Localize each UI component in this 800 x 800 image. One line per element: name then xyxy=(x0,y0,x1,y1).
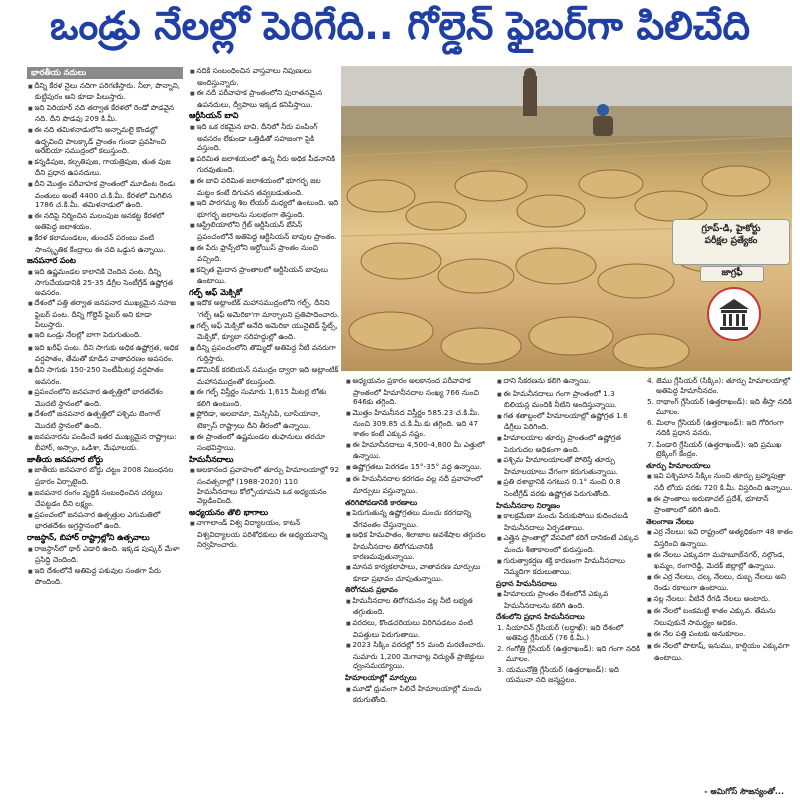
bullet-item: ■ ఇది ఒండ్రు నేలల్లో బాగా పెరుగుతుంది. xyxy=(27,330,183,342)
bullet-item: ■ ఈ నది తమిళనాడులోని అన్నామలై కొండల్లో ఉద్భవించి పాలక్కాడ్ ప్రాంతం గుండా ప్రవహించి అరేబియా సముద్రంలో కలుస్తుంది. xyxy=(27,125,183,156)
bullet-item: ■ ఆస్ట్రేలియాలోని గ్రేట్ ఆర్టీసియన్ బేసిన్ ప్రపంచంలోనే అతిపెద్ద ఆర్టీసియన్ బావుల ప్రాంతం. xyxy=(189,220,340,241)
bullet-item: ■ డొమినిక్ కరబియన్ సముద్రం ద్వారా ఇది అట్లాంటిక్ మహాసముద్రంతో కలుస్తుంది. xyxy=(189,365,340,386)
bullet-item: ■ హిమాలయాల తూర్పు ప్రాంతంలో ఉష్ణోగ్రత పెరుగుదల అధికంగా ఉంది. xyxy=(496,433,642,454)
badge-line-2: పరీక్షల ప్రత్యేకం xyxy=(704,236,758,246)
bullet-item: ■ రాజస్థాన్‌లో థార్ ఎడారి ఉంది. ఇక్కడ పుష్కర్ మేళా ప్రసిద్ధి చెందింది. xyxy=(27,544,183,565)
numbered-list xyxy=(496,623,642,685)
section-heading: గల్ఫ్ ఆఫ్ మెక్సికో xyxy=(189,287,243,297)
bullet-item: ■ గురుత్వాకర్షణ శక్తి కారణంగా హిమనీనదాలు నెమ్మదిగా కదులుతాయి. xyxy=(496,556,642,577)
bullet-item: ■ హిమనీనదాల తిరోగమనం వల్ల నీటి లభ్యత తగ్గుతుంది. xyxy=(345,596,491,617)
bullet-item: ■ పశ్చిమ హిమాలయాలతో పోలిస్తే తూర్పు హిమాలయాలు వేగంగా కరుగుతున్నాయి. xyxy=(496,455,642,476)
badge-subject: జాగ్రఫీ xyxy=(700,266,764,282)
bullet-item: ■ మానవ కార్యకలాపాలు, వాతావరణ మార్పులు కూడా ప్రభావం చూపుతున్నాయి. xyxy=(345,562,491,583)
bullet-item: ■ ఫ్లోరిడా, అలబామా, మిస్సిసిపి, లూసియానా, టెక్సాస్ రాష్ట్రాలు దీని తీరంలో ఉన్నాయి. xyxy=(189,409,340,430)
section-items xyxy=(27,267,183,453)
section-jute-crop xyxy=(27,256,183,453)
column-3 xyxy=(345,376,491,798)
column-1 xyxy=(27,66,183,798)
bullet-item: ■ దాని సేకరణను కలిగి ఉన్నాయి. xyxy=(496,376,642,388)
bullet-item: ■ పరిమిత జలాశయంలో ఉన్న నీరు అధిక పీడనానికి గురవుతుంది. xyxy=(189,154,340,175)
section-items xyxy=(189,298,340,452)
bullet-item: ■ దేశంలో పత్తి తర్వాత జనపనార ముఖ్యమైన సహజ ఫైబర్ పంట. దీన్ని గోల్డెన్ ఫైబర్ అని కూడా పిలుస్తారు. xyxy=(27,298,183,329)
bullet-item: ■ ఈ నేలలో పొటాష్, ఇనుము, కాల్షియం ఎక్కువగా ఉంటాయి. xyxy=(646,641,793,662)
section-items xyxy=(496,376,642,499)
bullet-item: ■ ఈ నదీ పరీవాహక ప్రాంతంలోని పురాతనమైన ఉపనదులు, ద్వీపాలు ఇక్కడ కనిపిస్తాయి. xyxy=(189,88,340,109)
bullet-item: ■ ప్రపంచంలోని జనపనార ఉత్పత్తిలో భారతదేశం మొదటి స్థానంలో ఉంది. xyxy=(27,387,183,408)
bullet-item: ■ ఈ హిమనీనదాలు గంగా ప్రాంతంలో 1.3 బిలియన్ల మందికి నీటిని అందిస్తున్నాయి. xyxy=(496,389,642,410)
section-items xyxy=(189,66,340,109)
bullet-item: ■ ఎత్తైన ప్రాంతాల్లో వేసవిలో కరిగే దానికంటే ఎక్కువ మంచు శీతాకాలంలో కురుస్తుంది. xyxy=(496,533,642,554)
section-indian-rivers xyxy=(27,67,183,254)
bullet-item: ■ దీన్ని ప్రపంచంలోని తొమ్మిదో అతిపెద్ద నీటి వనరుగా గుర్తిస్తారు. xyxy=(189,343,340,364)
bullet-item: ■ ప్రతి దశాబ్దానికి సగటున 0.1° నుంచి 0.8 సెంటీగ్రేడ్ వరకు ఉష్ణోగ్రత పెరుగుతోంది. xyxy=(496,477,642,498)
bullet-item: ■ దేశంలో జనపనార ఉత్పత్తిలో పశ్చిమ బెంగాల్ మొదటి స్థానంలో ఉంది. xyxy=(27,409,183,430)
section-heading: జాతీయ జనపనార బోర్డు xyxy=(27,454,104,464)
badge-ribbon xyxy=(672,219,790,265)
bullet-item: ■ జనపనార రంగం వృద్ధికి సంబంధించిన చర్యలు చేపట్టడం దీని లక్ష్యం. xyxy=(27,488,183,509)
bullet-item: ■ ఇది పెరియార్ నది తర్వాత కేరళలో రెండో పొడవైన నది. దీని పొడవు 209 కి.మీ. xyxy=(27,103,183,124)
numbered-item: 5. రాథాంగ్ గ్లేసియర్ (ఉత్తరాఖండ్): ఇది తీస్తా నదికి మూలం. xyxy=(647,397,792,416)
section-heading: అధ్యయనం తొలి భాగాలు xyxy=(189,507,268,517)
numbered-item: 2. గంగోత్రి గ్లేసియర్ (ఉత్తరాఖండ్): ఇది గంగా నదికి మూలం. xyxy=(497,644,640,663)
section-items xyxy=(27,81,183,255)
bullet-item: ■ ఈ హిమానీనదాలు 4,500-4,800 మీ ఎత్తులో ఉన్నాయి. xyxy=(345,440,491,461)
bullet-item: ■ ఈ గల్ఫ్ విస్తీర్ణం సుమారు 1,615 మీటర్ల లోతు కలిగి ఉంటుంది. xyxy=(189,387,340,408)
bullet-item: ■ ఈ నేలలు ఎక్కువగా మహబూబ్‌నగర్, నల్గొండ, ఖమ్మం, రంగారెడ్డి, మెదక్ జిల్లాల్లో ఉన్నాయి. xyxy=(646,550,793,571)
numbered-list xyxy=(646,376,793,459)
building-icon xyxy=(707,287,761,341)
bullet-item: ■ ఈ నేల పత్తి పంటకు అనుకూలం. xyxy=(646,629,793,641)
bullet-item: ■ అధ్యయనం ప్రకారం అలకానంద పరీవాహక ప్రాంతంలో హిమానీనదాల సంఖ్య 766 నుంచి 646కు తగ్గింది. xyxy=(345,376,491,407)
section-items xyxy=(27,544,183,587)
section-items xyxy=(345,508,491,583)
numbered-item: 1. సియాచిన్ గ్లేసియర్ (లద్దాఖ్): ఇది దేశంలో అతిపెద్ద గ్లేసియర్ (76 కి.మీ.) xyxy=(497,623,624,642)
bullet-item: ■ మొత్తం హిమనీనద విస్తీర్ణం 585.23 చ.కి.మీ. నుంచి 309.85 చ.కి.మీ.కు తగ్గింది. ఇది 47 శాతం కంటే ఎక్కువ నష్టం. xyxy=(345,408,491,439)
bullet-item: ■ ఇది ఖరీఫ్ పంట. దీని సాగుకు అధిక ఉష్ణోగ్రత, అధిక వర్షపాతం, తేమతో కూడిన వాతావరణం అవసరం. xyxy=(27,343,183,364)
bullet-item: ■ ఈ నదిపై నిర్మించిన మలంపుజ ఆనకట్ట కేరళలో అతిపెద్ద జలాశయం. xyxy=(27,211,183,232)
bullet-item: ■ ప్రపంచంలో జనపనార ఉత్పత్తుల ఎగుమతిలో భారతదేశం అగ్రస్థానంలో ఉంది. xyxy=(27,510,183,531)
section-items xyxy=(496,511,642,577)
section-heading: ఆర్టీసియన్ బావి xyxy=(189,111,239,121)
bullet-item: ■ మూడో ధ్రువంగా పిలిచే హిమాలయాల్లో మంచు కరుగుతోంది. xyxy=(345,684,491,705)
section-items xyxy=(345,376,491,496)
numbered-item: 7. పిండారి గ్లేసియర్ (ఉత్తరాఖండ్): ఇది ప్రముఖ ట్రెక్కింగ్ కేంద్రం. xyxy=(647,439,782,459)
bullet-item: ■ జనపనారను పండించే ఇతర ముఖ్యమైన రాష్ట్రాలు: బీహార్, అస్సాం, ఒడిశా, మేఘాలయ. xyxy=(27,432,183,453)
section-items xyxy=(189,465,340,505)
bullet-item: ■ ఈ ఎర్ర నేలలు, చల్క నేలలు, దుబ్బ నేలలు అని రెండు రకాలుగా ఉంటాయి. xyxy=(646,572,793,593)
numbered-item: 6. మిలాం గ్లేసియర్ (ఉత్తరాఖండ్): ఇది గోరిగంగా నదికి ప్రధాన వనరు. xyxy=(647,418,784,437)
section-heading: హిమనీనదాలు xyxy=(189,454,234,464)
bullet-item: ■ నదికి సంబంధించిన వాస్తవాలు నిపుణులు అందిస్తున్నారు. xyxy=(189,66,340,87)
section-items xyxy=(189,122,340,286)
numbered-item: 4. జెము గ్లేసియర్ (సిక్కిం): తూర్పు హిమాలయాల్లో అతిపెద్ద హిమానీనదం. xyxy=(647,376,791,395)
section-items xyxy=(345,684,491,705)
bullet-item: ■ హిమాలయ ప్రాంతం దేశంలోనే ఎక్కువ హిమనీనదాలను కలిగి ఉంది. xyxy=(496,589,642,610)
bullet-item: ■ ఇవి పశ్చిమాన సిక్కిం నుంచి తూర్పు బ్రహ్మపుత్రా నదీ లోయ వరకు 720 కి.మీ. విస్తరించి ఉన్నాయి. xyxy=(646,471,793,492)
numbered-item: 3. యమునోత్రి గ్లేసియర్ (ఉత్తరాఖండ్): ఇది యమునా నది జన్మస్థలం. xyxy=(497,665,619,685)
bullet-item: ■ ఈ ప్రాంతాలు అరుణాచల్ ప్రదేశ్, భూటాన్ ప్రాంతాలలో కలిగి ఉంది. xyxy=(646,494,793,515)
bullet-item: ■ దీని సాగుకు 150-250 సెంటీమీటర్ల వర్షపాతం అవసరం. xyxy=(27,365,183,386)
bullet-item: ■ వరదలు, కొండచరియలు విరిగిపడటం వంటి విపత్తులు పెరుగుతాయి. xyxy=(345,618,491,639)
bullet-item: ■ కచ్చిత మైదాన ప్రాంతాలలో ఆర్టీసియన్ బావులు ఉంటాయి. xyxy=(189,265,340,286)
section-heading: తూర్పు హిమాలయాలు xyxy=(646,460,711,470)
bullet-item: ■ ఈ ప్రాంతంలో ఉష్ణమండల తుఫానులు తరచూ సంభవిస్తాయి. xyxy=(189,432,340,453)
bullet-item: ■ ఈ హిమనీనదాల కరగడం వల్ల నదీ ప్రవాహంలో మార్పులు వస్తున్నాయి. xyxy=(345,474,491,495)
section-heading: రాజస్థాన్, బిహార్ రాష్ట్రాల్లోని ఉత్సవాలు xyxy=(27,532,150,542)
column-5 xyxy=(646,376,793,798)
section-heading: హిమనీనదాల నిర్మాణం xyxy=(496,500,561,510)
bullet-item: ■ గత శతాబ్దంలో హిమాలయాల్లో ఉష్ణోగ్రత 1.6 డిగ్రీలు పెరిగింది. xyxy=(496,411,642,432)
bullet-item: ■ 2023 సిక్కిం వరదల్లో 55 మంది మరణించారు. సుమారు 1,200 మెగావాట్ల విద్యుత్ ప్రాజెక్టులు ధ్వంసమయ్యాయి. xyxy=(345,640,491,671)
section-heading: తరిగిపోవడానికి కారణాలు xyxy=(345,497,418,507)
badge-line-1: గ్రూప్-డి, హైకోర్టు xyxy=(701,224,761,234)
bullet-item: ■ ఇది పారగమ్య శిల లేయర్ మధ్యలో ఉంటుంది. ఇది భూగర్భ జలాలను సులభంగా తెస్తుంది. xyxy=(189,198,340,219)
section-items xyxy=(189,518,340,549)
bullet-item: ■ ఇది దేశంలోనే అతిపెద్ద పశువుల సంతగా పేరు పొందింది. xyxy=(27,566,183,587)
bullet-item: ■ ఇదొక అట్లాంటిక్ మహాసముద్రంలోని గల్ఫ్. దీనిని 'గల్ఫ్ ఆఫ్ అమెరికా'గా మార్చాలని ప్రతిపాదించారు. xyxy=(189,298,340,319)
section-heading: దేశంలోని ప్రధాన హిమనీనదాలు xyxy=(496,612,585,622)
section-jute-board xyxy=(27,455,183,531)
section-heading: హిమాలయాల్లో మార్పులు xyxy=(345,673,417,683)
section-heading: భారతీయ నదులు xyxy=(27,67,183,79)
bullet-item: ■ గల్ఫ్ ఆఫ్ మెక్సికో అనేది అమెరికా యునైటెడ్ స్టేట్స్, మెక్సికో, క్యూబా సరిహద్దుల్లో ఉంది. xyxy=(189,321,340,342)
column-2 xyxy=(189,66,340,798)
bullet-item: ■ ఈ నేలలో బంకమట్టి శాతం ఎక్కువ. తేమను నిలుపుకునే సామర్థ్యం అధికం. xyxy=(646,606,793,627)
bullet-item: ■ జాతీయ జనపనార బోర్డు చట్టం 2008 నిబంధనల ప్రకారం ఏర్పాటైంది. xyxy=(27,465,183,486)
credit-footer: - అమిగోస్ సౌజన్యంతో... xyxy=(704,787,784,796)
bullet-item: ■ ఈ పేరు ఫ్రాన్స్‌లోని ఆర్టోయిస్ ప్రాంతం నుంచి వచ్చింది. xyxy=(189,243,340,264)
bullet-item: ■ ఉష్ణోగ్రతలు పెరగడం 15°-35° వద్ద ఉన్నాయి. xyxy=(345,462,491,474)
bullet-item: ■ దీన్ని కేరళ నైలు నదిగా పరిగణిస్తారు. నీలా, పొన్నాని, కుట్టిపురం అని కూడా పిలుస్తారు. xyxy=(27,81,183,102)
bullet-item: ■ ఇది ఉష్ణమండల కాలానికి చెందిన పంట. దీన్ని సాగుచేయడానికి 25-35 డిగ్రీల సెంటీగ్రేడ్ ఉష్ణోగ్రత అవసరం. xyxy=(27,267,183,298)
section-heading: జనపనార పంట xyxy=(27,256,76,266)
section-items xyxy=(646,471,793,514)
bullet-item: ■ దీని మొత్తం పరీవాహక ప్రాంతంలో మూడింట రెండు వంతులు అంటే 4400 చ.కి.మీ. కేరళలో మిగిలిన 1786 చ.కి.మీ. తమిళనాడులో ఉంది. xyxy=(27,179,183,210)
bullet-item: ■ కన్నడిపుజ, కల్పతిపుజ, గాయత్రిపుజ, తుత పుజ దీని ప్రధాన ఉపనదులు. xyxy=(27,157,183,178)
section-heading: ప్రధాన హిమనీనదాలు xyxy=(496,578,557,588)
column-4 xyxy=(496,376,642,798)
section-heading: తెలంగాణ నేలలు xyxy=(646,516,694,526)
section-items xyxy=(345,596,491,671)
bullet-item: ■ కేరళ కలామండలం, తుంచన్ పరంబు వంటి సాంస్కృతిక కేంద్రాలు ఈ నది ఒడ్డున ఉన్నాయి. xyxy=(27,233,183,254)
bullet-item: ■ కాలక్రమేణా మంచు పేరుకుపోయి కుదించబడి హిమనీనదాలు ఏర్పడతాయి. xyxy=(496,511,642,532)
section-heading: తిరోగమన ప్రభావం xyxy=(345,585,398,595)
bullet-item: ■ అలకానంద ప్రవాహంలో తూర్పు హిమాలయాల్లో 92 సంవత్సరాల్లో (1988-2020) 110 హిమనీనదాలు కోల్పోయామని ఒక అధ్యయనం వెల్లడించింది. xyxy=(189,465,340,505)
section-items xyxy=(27,465,183,531)
bullet-item: ■ అధిక హిమపాతం, శిలాజాల అవశేషాల తగ్గుదల హిమనీనదాల తిరోగమనానికి కారణమవుతున్నాయి. xyxy=(345,530,491,561)
bullet-item: ■ ఎర్ర నేలలు: ఇవి రాష్ట్రంలో అత్యధికంగా 48 శాతం విస్తరించి ఉన్నాయి. xyxy=(646,527,793,548)
bullet-item: ■ ఇది ఒక రకమైన బావి. దీనిలో నీరు పంపింగ్ అవసరం లేకుండా ఒత్తిడితో సహజంగా పైకి వస్తుంది. xyxy=(189,122,340,153)
bullet-item: ■ పెరుగుతున్న ఉష్ణోగ్రతలు మంచు కరగడాన్ని వేగవంతం చేస్తున్నాయి. xyxy=(345,508,491,529)
bullet-item: ■ ఈ బావి పరిమిత జలాశయంలో భూగర్భ జల మట్టం కంటే దిగువన తవ్వబడుతుంది. xyxy=(189,176,340,197)
headline: ఒండ్రు నేలల్లో పెరిగేది.. గోల్డెన్ ఫైబర్‌గా పిలిచేది xyxy=(49,4,751,49)
section-festivals xyxy=(27,533,183,587)
section-items xyxy=(646,527,793,662)
bullet-item: ■ నల్ల నేలలు: వీటినే రేగడి నేలలు అంటారు. xyxy=(646,594,793,606)
exam-badge xyxy=(672,211,790,361)
section-items xyxy=(496,589,642,610)
bullet-item: ■ నాగాలాండ్ విశ్వ విద్యాలయం, కాటన్ విశ్వవిద్యాలయ పరిశోధకులు ఈ అధ్యయనాన్ని నిర్వహించారు. xyxy=(189,518,340,549)
